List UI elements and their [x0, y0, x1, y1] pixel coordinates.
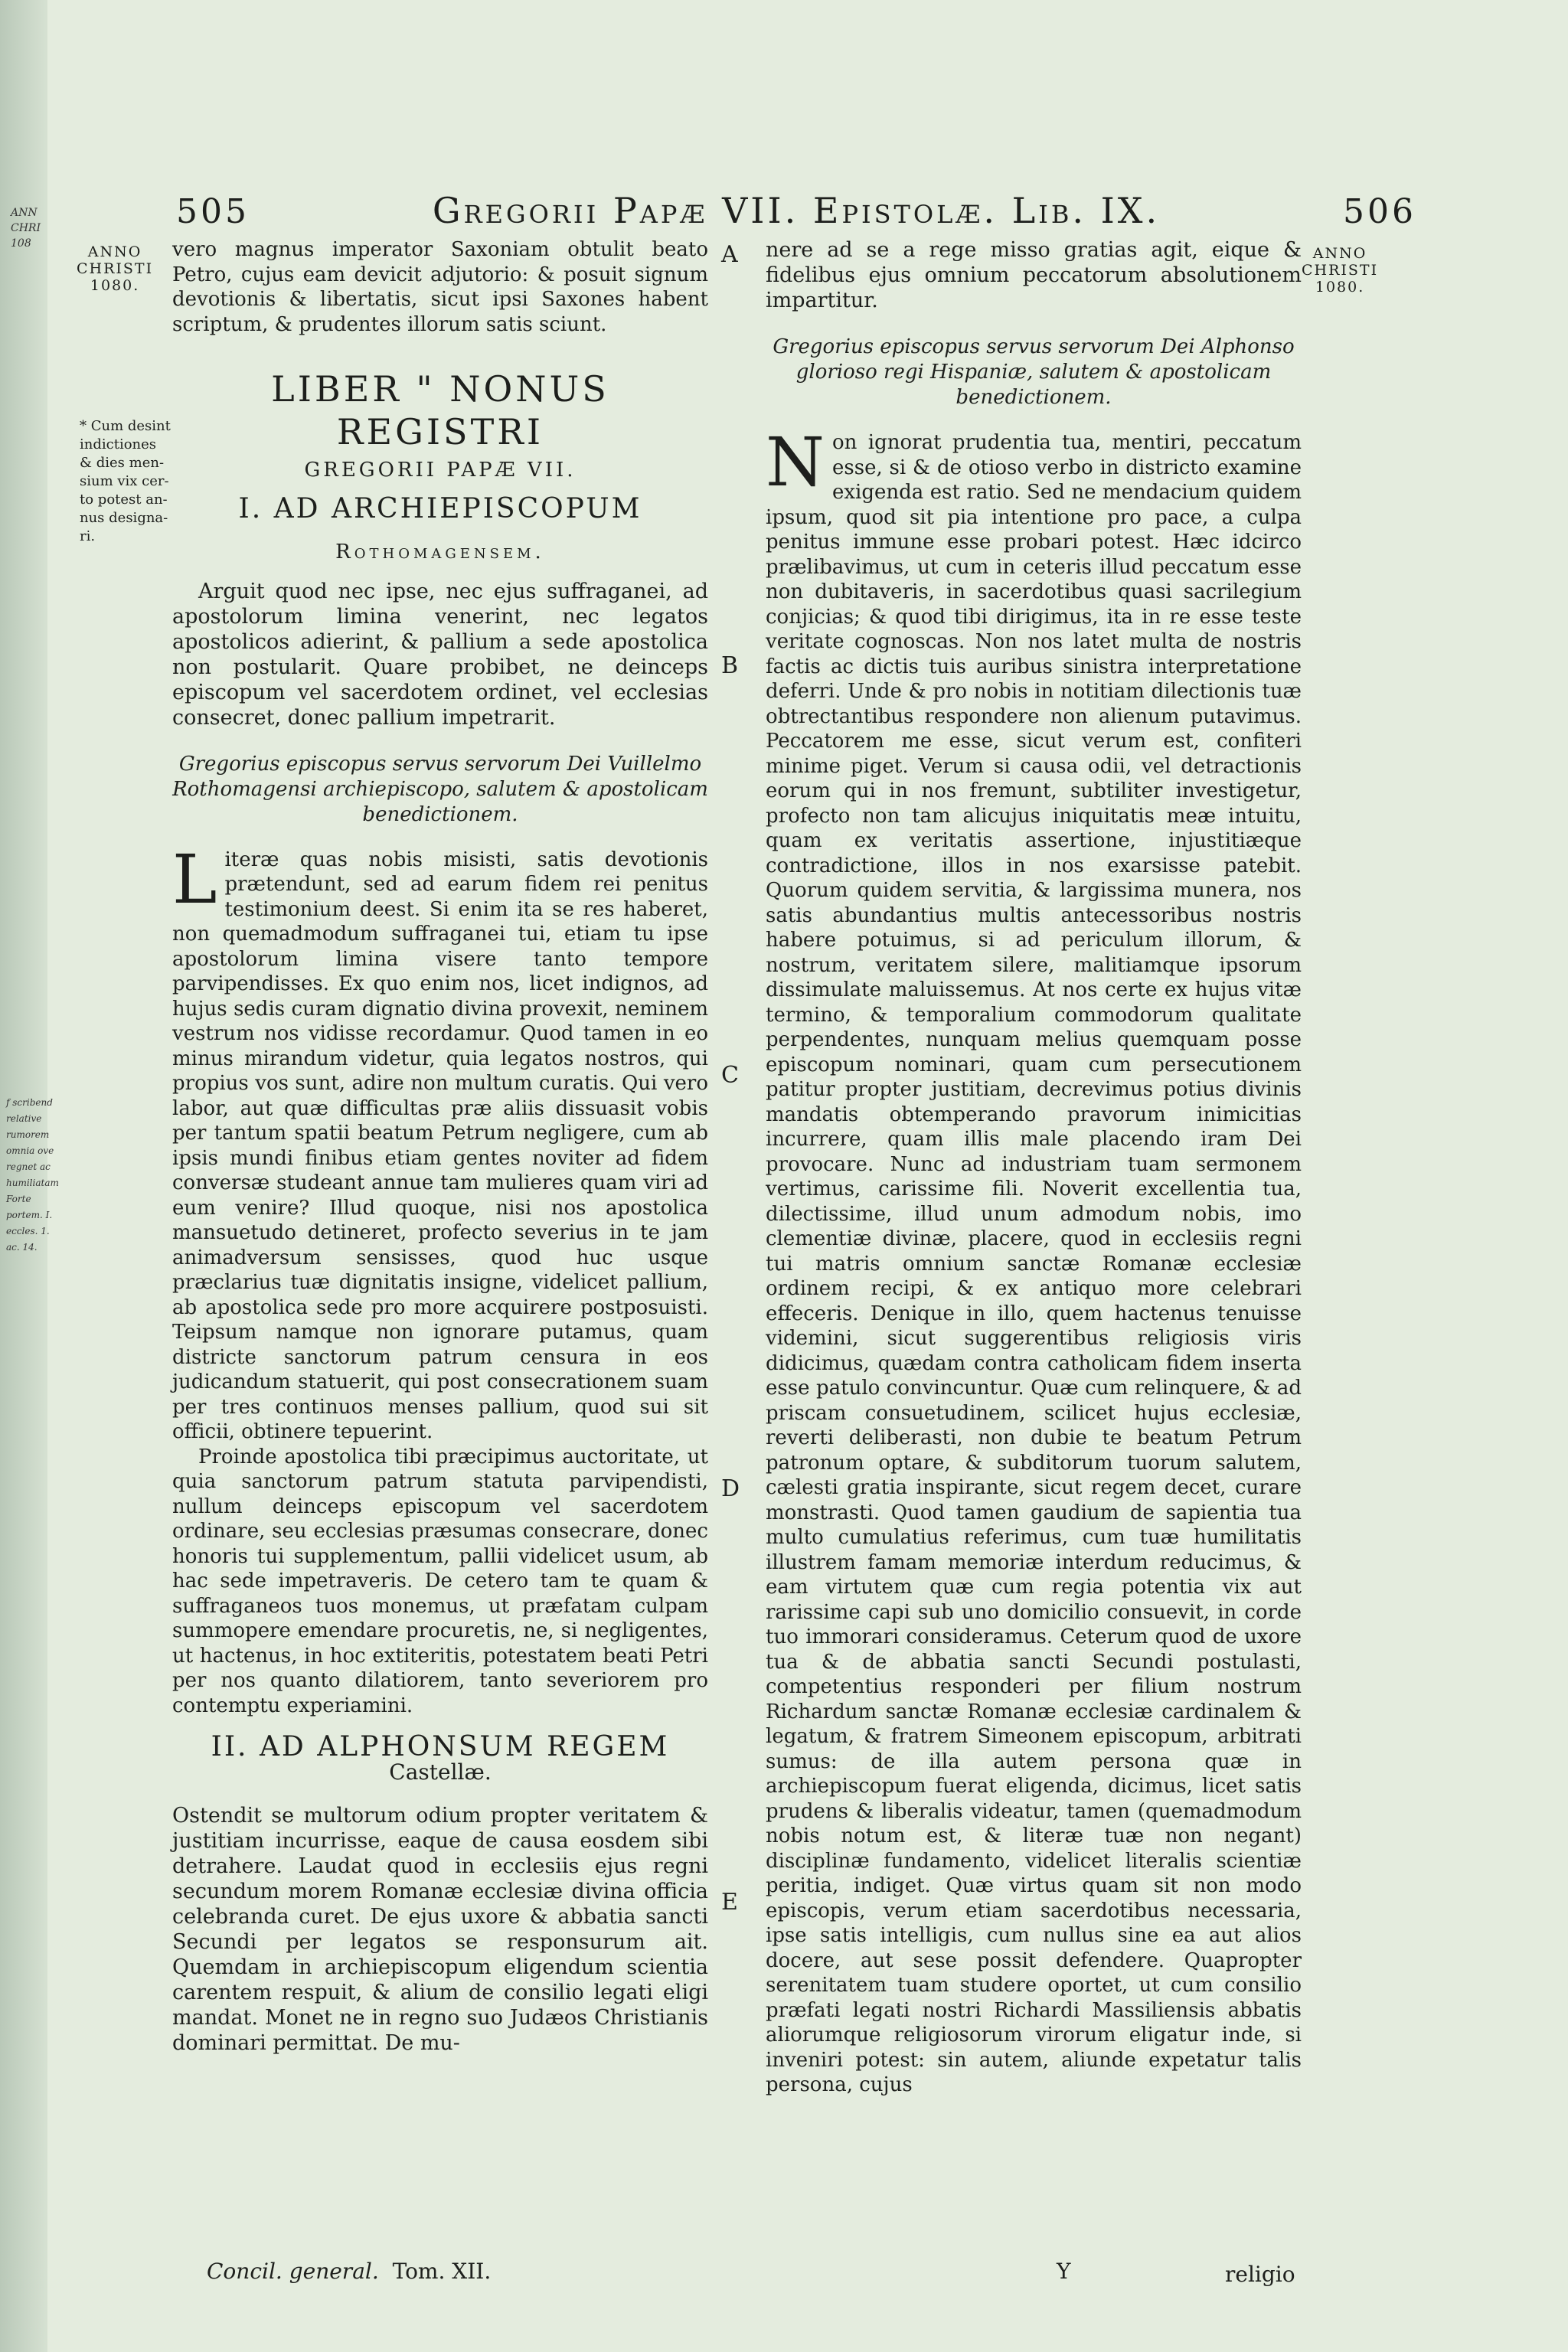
catchword: religio: [1225, 2262, 1295, 2287]
intro-text: nere ad se a rege misso gratias agit, eique & fidelibus ejus omnium peccatorum absolutionem impartitur.: [766, 238, 1302, 312]
section-letter: A: [721, 241, 738, 268]
epistle-subtitle: Castellæ.: [389, 1759, 492, 1785]
salutation: Gregorius episcopus servus servorum Dei Vuillelmo Rothomagensi archiepiscopo, salutem & apostolicam benedictionem.: [172, 752, 708, 826]
epistle-subtitle: Rothomagensem.: [335, 541, 545, 564]
year-note-right: ANNO CHRISTI 1080.: [1302, 245, 1379, 296]
running-header: [176, 190, 1416, 231]
epistle-argument: Arguit quod nec ipse, nec ejus suffraganei, ad apostolorum limina venerint, nec legatos apostolicos adierint, & pallium a sede apostolica non postularit. Quare probibet, ne deinceps episcopum vel sacerdotem ordinet, vel ecclesias consecret, donec pallium impetrarit.: [172, 579, 708, 730]
year-note-left: ANNO CHRISTI 1080.: [77, 243, 154, 294]
epistle-body: Literæ quas nobis misisti, satis devotionis prætendunt, sed ad earum fidem rei penitus testimonium deest. Si enim ita se res haberet, non quemadmodum suffraganei tui, etiam tu ipse apostolorum limina visere tanto tempore parvipendisses. Ex quo enim nos, licet indignos, ad hujus sedis curam dignatio divina provexit, neminem vestrum nos vidisse recordamur. Quod tamen in eo minus mirandum videtur, quia legatos nostros, qui propius vos sunt, adire non multum curatis. Qui vero labor, aut quæ difficultas præ aliis dissuasit vobis per tantum spatii beatum Petrum negligere, cum ab ipsis mundi finibus etiam gentes noviter ad fidem conversæ studeant annue tam mulieres quam viri ad eum venire? Illud quoque, nisi nos apostolica mansuetudo detineret, profecto severius in te jam animadversum sensisses, quod huc usque præclarius tuæ dignitatis insigne, videlicet pallium, ab apostolica sede pro more acquirere postposuisti. Teipsum namque non ignorare putamus, quam districte sanctorum patrum censura in eos judicandum statuerit, qui post consecrationem suam per tres continuos menses pallium, quod sui sit officii, obtinere tepuerint.: [172, 839, 708, 1443]
signature-mark: Y: [1057, 2259, 1071, 2284]
section-letter: D: [721, 1475, 740, 1502]
right-column: [766, 237, 1302, 2098]
epistle-title: I. AD ARCHIEPISCOPUM: [238, 492, 642, 524]
footnote-marginal: * Cum desint indictiones & dies men- sium vix cer- to potest an- nus designa- ri.: [80, 418, 171, 544]
footer-source: Concil. general. Tom. XII.: [207, 2259, 492, 2284]
section-letter: C: [721, 1062, 739, 1089]
page-number-left: 505: [176, 192, 250, 231]
epistle-argument: Ostendit se multorum odium propter veritatem & justitiam incurrisse, eaque de causa eosdem sibi detrahere. Laudat quod in ecclesiis ejus regni secundum morem Romanæ ecclesiæ divina officia celebranda curet. De ejus uxore & abbatia sancti Secundi per legatos se responsurum ait. Quemdam in archiepiscopum eligendum scientia carentem respuit, & alium de consilio legati eligi mandat. Monet ne in regno suo Judæos Christianis dominari permittat. De mu-: [172, 1804, 708, 2055]
book-subtitle: GREGORII PAPÆ VII.: [304, 459, 577, 482]
epistle-body: Non ignorat prudentia tua, mentiri, peccatum esse, si & de otioso verbo in districto examine exigenda est ratio. Sed ne mendacium quidem ipsum, quod sit pia intentione pro pace, a culpa penitus immune esse probari potest. Hæc idcirco prælibavimus, ut cum in ceteris illud peccatum esse non dubitaveris, in sacerdotibus quasi sacrilegium conjicias; & quod tibi dirigimus, ita in re esse teste veritate cognoscas. Non nos latet multa de nostris factis ac dictis tuis auribus sinistra interpretatione deferri. Unde & pro nobis in notitiam dilectionis tuæ obtrectantibus respondere non alienum putavimus. Peccatorem me esse, sicut verum est, confiteri minime piget. Verum si causa odii, vel detractionis eorum qui in nos fremunt, subtiliter investigetur, profecto non tam alicujus iniquitatis meæ intuitu, quam ex veritatis assertione, injustitiæque contradictione, illos in nos exarsisse patebit. Quorum quidem servitia, & largissima munera, nos satis abundantius multis antecessoribus nostris habere potuimus, si ad periculum illorum, & nostrum, veritatem silere, malitiamque ipsorum dissimulate maluissemus. At nos certe ex hujus vitæ termino, & temporalium commodorum qualitate perpendentes, nunquam melius quemquam posse episcopum nominari, quam cum persecutionem patitur propter justitiam, decrevimus potius divinis mandatis obtemperando pravorum inimicitias incurrere, quam illis male placendo iram Dei provocare. Nunc ad industriam tuam sermonem vertimus, carissime fili. Noverit excellentia tua, dilectissime, illud unum admodum nobis, imo clementiæ divinæ, placere, quod in ecclesiis regni tui matris omnium sanctæ Romanæ ecclesiæ ordinem recipi, & ex antiquo more celebrari effeceris. Denique in illo, quem hactenus tenuisse videmini, sicut suggerentibus religiosis viris didicimus, quædam contra catholicam fidem inserta esse patulo convincuntur. Quæ cum relinquere, & ad priscam consuetudinem, scilicet hujus ecclesiæ, reverti deliberasti, non dubie te beatum Petrum patronum optare, & subditorum tuorum salutem, cælesti gratia inspirante, sicut regem decet, curare monstrasti. Quod tamen gaudium de sapientia tua multo cumulatius referimus, cum tuæ humilitatis illustrem famam memoriæ interdum reducimus, & eam virtutem quæ cum regia potentia vix aut rarissime capi sub uno domicilio consuevit, in corde tuo immorari consideramus. Ceterum quod de uxore tua & de abbatia sancti Secundi postulasti, competentius responderi per filium nostrum Richardum sanctæ Romanæ ecclesiæ cardinalem & legatum, & fratrem Simeonem episcopum, arbitrati sumus: de illa autem persona quæ in archiepiscopum fuerat eligenda, dicimus, licet satis prudens & liberalis videatur, tamen (quemadmodum nobis notum est, & literæ tuæ non negant) disciplinæ fundamento, videlicet literalis scientiæ peritia, indiget. Quæ virtus quam sit non modo episcopis, verum etiam sacerdotibus necessaria, ipse satis intelligis, cum nullus sine ea aut alios docere, aut sese possit defendere. Quapropter serenitatem tuam studere oportet, ut cum consilio præfati legati nostri Richardi Massiliensis abbatis aliorumque religiosorum virorum eligatur inde, si inveniri potest: sin autem, aliunde expetatur talis persona, cujus: [766, 423, 1302, 2096]
page-number-right: 506: [1343, 192, 1416, 231]
page-title: Gregorii Papæ VII. Epistolæ. Lib. IX.: [432, 190, 1161, 231]
intro-text: vero magnus imperator Saxoniam obtulit beato Petro, cujus eam devicit adjutorio: & posuit signum devotionis & libertatis, sicut ipsi Saxones habent scriptum, & prudentes illorum satis sciunt.: [172, 238, 708, 336]
book-title: LIBER " NONUS REGISTRI: [271, 368, 609, 452]
epistle-body-continued: Proinde apostolica tibi præcipimus auctoritate, ut quia sanctorum patrum statuta parvipendisti, nullum deinceps episcopum vel sacerdotem ordinare, seu ecclesias præsumas consecrare, donec honoris tui supplementum, pallii videlicet usum, ab hac sede impetraveris. De cetero tam te quam & suffraganeos tuos monemus, ut præfatam culpam summopere emendare procuretis, ne, si negligentes, ut hactenus, in hoc extiteritis, potestatem beati Petri per nos quanto dilatiorem, tanto severiorem pro contemptu experiamini.: [172, 1445, 708, 1717]
footer-volume: Tom. XII.: [392, 2259, 492, 2284]
epistle-title: II. AD ALPHONSUM REGEM: [211, 1731, 670, 1762]
gutter-fragment: ANN CHRI 108: [11, 207, 41, 250]
gutter-note: f scribend relative rumorem omnia ove regnet ac humiliatam Forte portem. I. eccles. 1. ac. 14.: [6, 1097, 59, 1253]
left-column: [172, 237, 708, 2056]
section-letter: E: [721, 1889, 738, 1916]
salutation: Gregorius episcopus servus servorum Dei Alphonso glorioso regi Hispaniæ, salutem & apostolicam benedictionem.: [773, 335, 1295, 409]
section-letter: B: [721, 652, 739, 679]
